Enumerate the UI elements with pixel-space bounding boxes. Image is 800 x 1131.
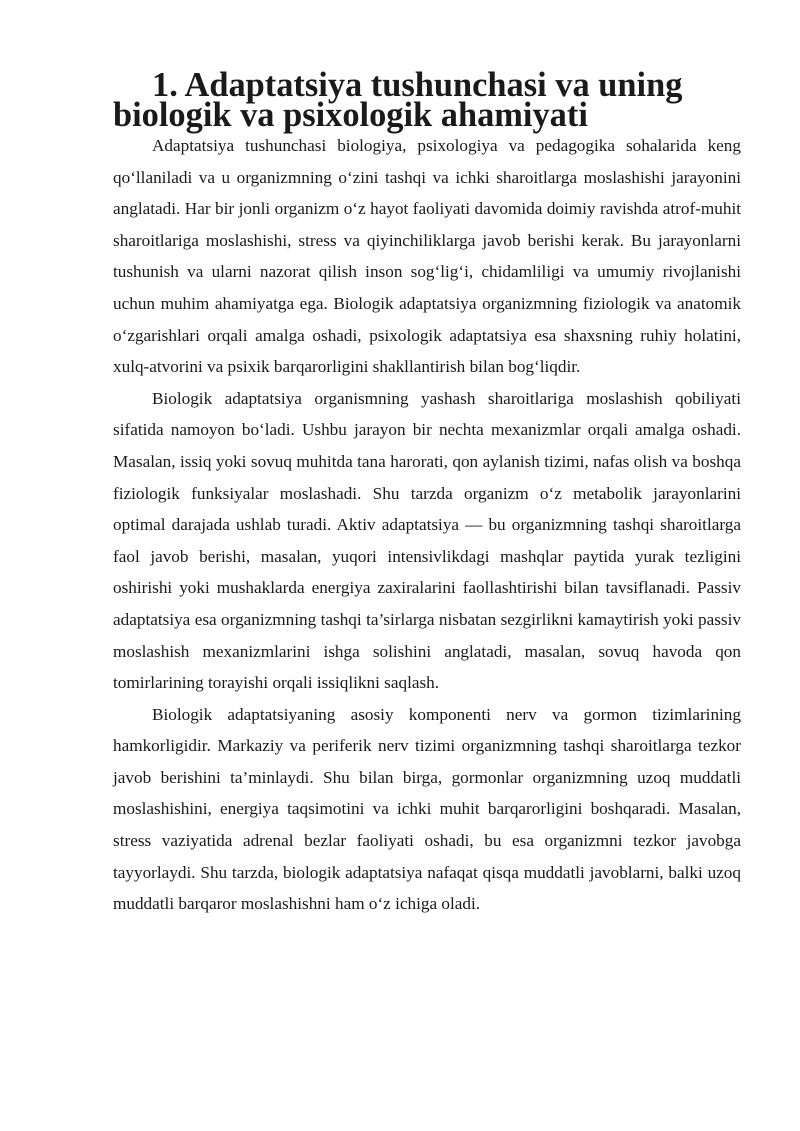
document-page — [113, 66, 741, 920]
paragraph-3: Biologik adaptatsiyaning asosiy komponenti nerv va gormon tizimlarining hamkorligidir. Markaziy va periferik nerv tizimi organizmning tashqi sharoitlarga tezkor javob berishini ta’minlaydi. Shu bilan birga, gormonlar organizmning uzoq muddatli moslashishini, energiya taqsimotini va ichki muhit barqarorligini boshqaradi. Masalan, stress vaziyatida adrenal bezlar faoliyati oshadi, bu esa organizmni tezkor javobga tayyorlaydi. Shu tarzda, biologik adaptatsiya nafaqat qisqa muddatli javoblarni, balki uzoq muddatli barqaror moslashishni ham o‘z ichiga oladi. — [113, 704, 741, 914]
paragraph-1: Adaptatsiya tushunchasi biologiya, psixologiya va pedagogika sohalarida keng qo‘llaniladi va u organizmning o‘zini tashqi va ichki sharoitlarga moslashishi jarayonini anglatadi. Har bir jonli organizm o‘z hayot faoliyati davomida doimiy ravishda atrof-muhit sharoitlariga moslashishi, stress va qiyinchiliklarga javob berishi kerak. Bu jarayonlarni tushunish va ularni nazorat qilish inson sog‘lig‘i, chidamliligi va umumiy rivojlanishi uchun muhim ahamiyatga ega. Biologik adaptatsiya organizmning fiziologik va anatomik o‘zgarishlari orqali amalga oshadi, psixologik adaptatsiya esa shaxsning ruhiy holatini, xulq-atvorini va psixik barqarorligini shakllantirish bilan bog‘liqdir. — [113, 136, 741, 377]
section-heading: 1. Adaptatsiya tushunchasi va uning biologik va psixologik ahamiyati — [113, 66, 683, 134]
paragraph-2: Biologik adaptatsiya organismning yashash sharoitlariga moslashish qobiliyati sifatida namoyon bo‘ladi. Ushbu jarayon bir nechta mexanizmlar orqali amalga oshadi. Masalan, issiq yoki sovuq muhitda tana harorati, qon aylanish tizimi, nafas olish va boshqa fiziologik funksiyalar moslashadi. Shu tarzda organizm o‘z metabolik jarayonlarini optimal darajada ushlab turadi. Aktiv adaptatsiya — bu organizmning tashqi sharoitlarga faol javob berishi, masalan, yuqori intensivlikdagi mashqlar paytida yurak tezligini oshirishi yoki mushaklarda energiya zaxiralarini faollashtirishi bilan tavsiflanadi. Passiv adaptatsiya esa organizmning tashqi ta’sirlarga nisbatan sezgirlikni kamaytirish yoki passiv moslashish mexanizmlarini ishga solishini anglatadi, masalan, sovuq havoda qon tomirlarining torayishi orqali issiqlikni saqlash. — [113, 388, 741, 693]
